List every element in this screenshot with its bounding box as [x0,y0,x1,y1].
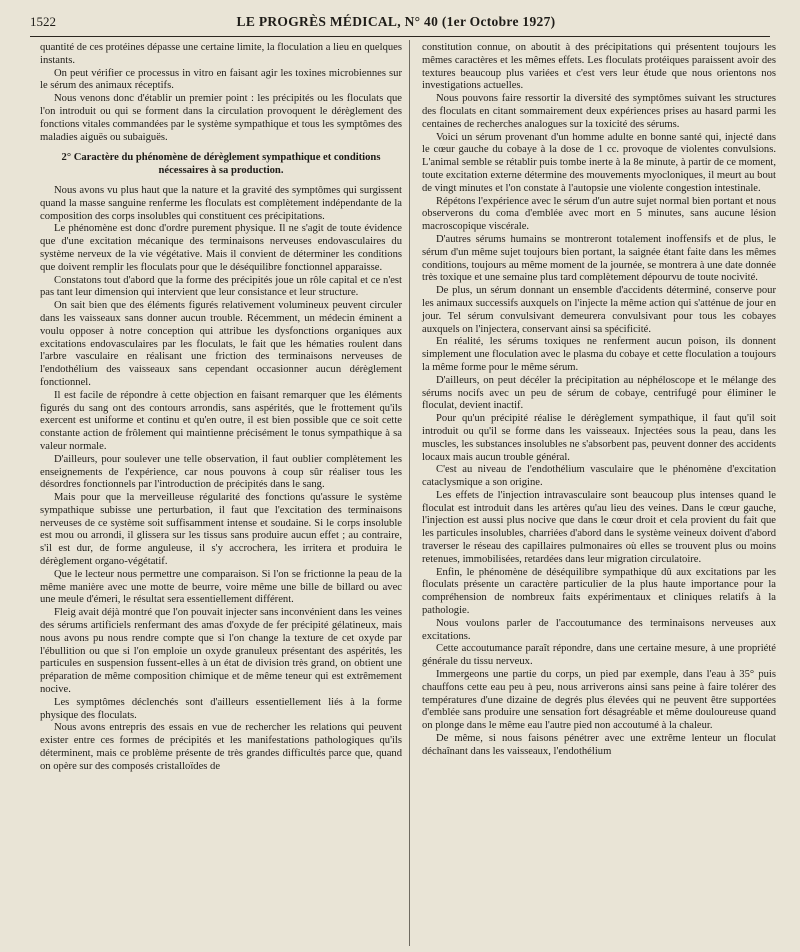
section-heading: 2° Caractère du phénomène de dérèglement sympathique et conditions nécessaires à sa production. [61,152,381,177]
right-column [422,42,776,759]
issue-number: N° 40 [404,14,439,29]
paragraph: On peut vérifier ce processus in vitro en faisant agir les toxines microbiennes sur le sérum des animaux réceptifs. [40,67,402,92]
paragraph: Pour qu'un précipité réalise le dérèglement sympathique, il faut qu'il soit introduit ou qu'il se forme dans les vaisseaux. Injectées sous la peau, dans les muscles, les substances insolubles ne s'absorbent pas, peuvent donner des accidents locaux mais aucun trouble général. [422,413,776,463]
paragraph: D'ailleurs, on peut décéler la précipitation au néphéloscope et le mélange des sérums nocifs avec un peu de sérum de cobaye, centrifugé pour éliminer le floculat, devient inactif. [422,374,776,412]
paragraph: De plus, un sérum donnant un ensemble d'accidents déterminé, conserve pour les animaux successifs auxquels on l'injecte la même action qui s'atténue de jour en jour. Tel sérum convulsivant demeurera convulsivant pour tous les cobayes auxquels on l'injectera, conservant ainsi sa spécificité. [422,285,776,335]
paragraph: Nous voulons parler de l'accoutumance des terminaisons nerveuses aux excitations. [422,617,776,642]
journal-title: LE PROGRÈS MÉDICAL, [236,14,401,29]
issue-date: (1er Octobre 1927) [441,14,556,29]
paragraph: Cette accoutumance paraît répondre, dans une certaine mesure, à une propriété générale du tissu nerveux. [422,643,776,668]
paragraph: Que le lecteur nous permettre une comparaison. Si l'on se frictionne la peau de la même manière avec une motte de beurre, voire même une bille de billard ou avec une meule d'émeri, le résultat sera essentiellement différent. [40,568,402,606]
paragraph: Fleig avait déjà montré que l'on pouvait injecter sans inconvénient dans les veines des sérums artificiels renfermant des amas d'oxyde de fer précipité gélatineux, mais nous avons pu nous rendre compte que si l'on change la texture de cet oxyde par l'ébullition ou que si l'on emploie un oxyde granuleux présentant des aspérités, les particules en suspension fussent-elles à un état de division très grand, on obtient une préparation de même composition chimique et de même teneur qui est extrêmement nocive. [40,607,402,696]
paragraph: D'ailleurs, pour soulever une telle observation, il faut oublier complètement les enseignements de l'expérience, car nous pouvons à coup sûr réaliser tous les désordres fonctionnels par l'introduction de précipités dans le sang. [40,453,402,491]
paragraph: Nous venons donc d'établir un premier point : les précipités ou les floculats que l'on introduit ou qui se forment dans la circulation provoquent le dérèglement des fonctions vitales commandées par le système sympathique et tous les symptômes des maladies aiguës ou subaiguës. [40,93,402,143]
paragraph: Le phénomène est donc d'ordre purement physique. Il ne s'agit de toute évidence que d'une excitation mécanique des terminaisons nerveuses endovasculaires du système nerveux de la vie végétative. Mais il convient de déterminer les conditions que doivent remplir les floculats pour que le déséquilibre fonctionnel apparaisse. [40,223,402,273]
paragraph: Mais pour que la merveilleuse régularité des fonctions qu'assure le système sympathique subisse une perturbation, il faut que l'excitation des terminaisons nerveuses de ce système soit suffisamment intense et soudaine. Si le corps insoluble est mou ou arrondi, il glissera sur les tissus sans produire aucun effet ; au contraire, s'il est dur, de forme anguleuse, il s'y accrochera, les irritera et produira le dérèglement organo-végétatif. [40,492,402,568]
paragraph: C'est au niveau de l'endothélium vasculaire que le phénomène d'excitation cataclysmique a son origine. [422,464,776,489]
paragraph: De même, si nous faisons pénétrer avec une extrême lenteur un floculat déchaînant dans les vaisseaux, l'endothélium [422,733,776,757]
header-rule [30,36,770,37]
running-header [30,10,770,34]
paragraph: En réalité, les sérums toxiques ne renferment aucun poison, ils donnent simplement une floculation avec le plasma du cobaye et cette floculation a toujours la même forme pour le même sérum. [422,336,776,373]
paragraph: constitution connue, on aboutit à des précipitations qui présentent toujours les mêmes caractères et les mêmes effets. Les floculats protéiques paraissent avoir des textures beaucoup plus variées et c'est vers leur étude que nous orientons nos investigations actuelles. [422,42,776,92]
paragraph: D'autres sérums humains se montreront totalement inoffensifs et de plus, le sérum d'un même sujet toujours bien portant, la saignée étant faite dans les mêmes conditions, toujours au même moment de la journée, se montrera à une date donnée très toxique et une semaine plus tard complètement dépourvu de toute nocivité. [422,233,776,284]
paragraph: Constatons tout d'abord que la forme des précipités joue un rôle capital et ce n'est pas tant leur dimension qui intervient que leur consistance et leur structure. [40,274,402,299]
paragraph: Les symptômes déclenchés sont d'ailleurs essentiellement liés à la forme physique des floculats. [40,696,402,721]
column-divider [409,40,410,946]
paragraph: Voici un sérum provenant d'un homme adulte en bonne santé qui, injecté dans le cœur gauche du cobaye à la dose de 1 cc. provoque de violentes convulsions. L'animal semble se rétablir puis tombe inerte à la 8e minute, à partir de ce moment, toute excitation externe détermine des mouvements myocloniques, il meurt au bout de vingt minutes et l'on constate à l'autopsie une violente congestion intestinale. [422,131,776,194]
left-column [40,42,402,774]
paragraph: quantité de ces protéines dépasse une certaine limite, la floculation a lieu en quelques instants. [40,42,402,66]
header-title-line [237,14,556,30]
paragraph: Nous avons entrepris des essais en vue de rechercher les relations qui peuvent exister entre ces formes de précipités et les manifestations pathologiques qu'ils déterminent, mais ce problème présente de très grandes difficultés parce que, quand on opère sur des composés cristalloïdes de [40,722,402,772]
paragraph: Nous avons vu plus haut que la nature et la gravité des symptômes qui surgissent quand la masse sanguine renferme les floculats est complètement indépendante de la composition des corps insolubles qui constituent ces précipitations. [40,184,402,222]
paragraph: Il est facile de répondre à cette objection en faisant remarquer que les éléments figurés du sang ont des contours arrondis, sans aspérités, que le frottement qu'ils exercent est uniforme et continu et qu'en outre, il est bien possible que ce soit cette constante action de frôlement qui maintienne précisément le tonus sympathique à sa valeur normale. [40,389,402,452]
paragraph: Immergeons une partie du corps, un pied par exemple, dans l'eau à 35° puis chauffons cette eau peu à peu, nous arriverons ainsi sans peine à faire tolérer des températures d'une dizaine de degrés plus élevées qui ne peuvent être supportées d'emblée sans produire une sensation fort désagréable et même douloureuse quand on plonge dans le même eau l'autre pied non accoutumé à la chaleur. [422,669,776,732]
paragraph: Répétons l'expérience avec le sérum d'un autre sujet normal bien portant et nous observerons du coma d'emblée avec mort en 5 minutes, sans aucune lésion macroscopique viscérale. [422,195,776,233]
paragraph: Les effets de l'injection intravasculaire sont beaucoup plus intenses quand le floculat est introduit dans les artères qu'au lieu des veines. Dans le cœur gauche, l'injection est aussi plus nocive que dans le cœur droit et cela provient du fait que les particules insolubles, charriées d'abord dans le système veineux doivent d'abord traverser le réseau des capillaires pulmonaires où elles se trouvent plus ou moins retenues, immobilisées, retardées dans leur migration circulatoire. [422,489,776,565]
paragraph: Nous pouvons faire ressortir la diversité des symptômes suivant les structures des floculats en citant sommairement deux expériences prises au hasard parmi les centaines de recherches analogues sur la toxicité des sérums. [422,93,776,130]
paragraph: Enfin, le phénomène de déséquilibre sympathique dû aux excitations par les floculats présente un caractère particulier de la plus haute importance pour la compréhension de nombreux faits expérimentaux et cliniques relatifs à la pathologie. [422,566,776,617]
paragraph: On sait bien que des éléments figurés relativement volumineux peuvent circuler dans les vaisseaux sans donner aucun trouble. Récemment, un médecin éminent a voulu opposer à notre conception qui attribue les dysfonctions organiques aux excitations endovasculaires par les floculats, le fait que les hématies roulent dans l'arbre vasculaire en réalisant une friction des terminaisons nerveuses de l'endothélium des vaisseaux sans cependant occasionner aucun dérèglement fonctionnel. [40,300,402,388]
page-number: 1522 [30,14,56,29]
